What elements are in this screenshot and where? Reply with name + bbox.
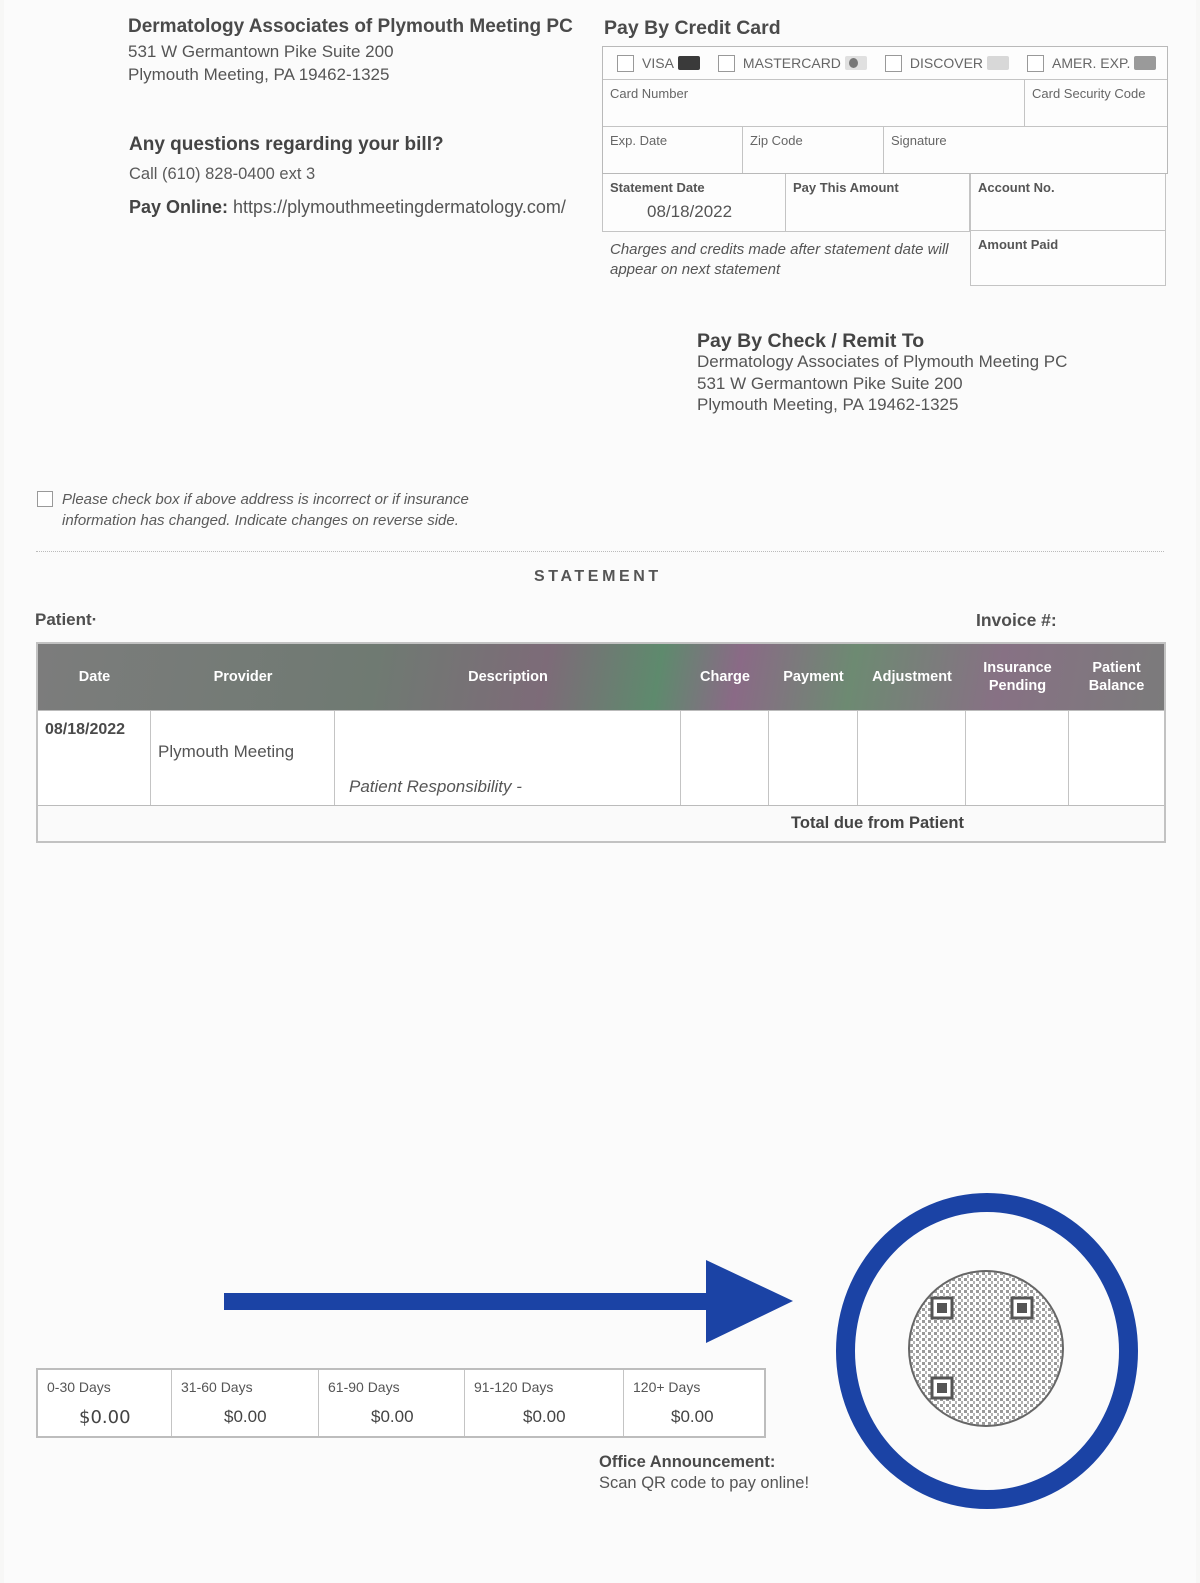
aging-91-120 <box>465 1370 624 1436</box>
col-provider: Provider <box>213 669 273 685</box>
statement-title: STATEMENT <box>534 568 662 585</box>
zip-code-field[interactable] <box>743 127 884 173</box>
statement-table <box>36 642 1166 843</box>
security-code-field[interactable] <box>1025 80 1167 126</box>
remit-line2: 531 W Germantown Pike Suite 200 <box>697 374 963 393</box>
aging-value: $0.00 <box>224 1407 267 1426</box>
cell-insurance-pending <box>966 711 1069 805</box>
card-number-field[interactable] <box>603 80 1025 126</box>
org-name: Dermatology Associates of Plymouth Meeting PC <box>128 16 573 37</box>
amount-paid-cell[interactable] <box>971 231 1165 258</box>
statement-date-cell <box>603 174 786 231</box>
cell-payment <box>769 711 858 805</box>
remit-title: Pay By Check / Remit To <box>697 330 925 352</box>
col-description: Description <box>468 669 548 685</box>
col-charge: Charge <box>700 669 750 685</box>
account-no-cell <box>971 174 1165 231</box>
office-announcement <box>599 1452 809 1494</box>
card-option-mastercard[interactable] <box>718 55 867 72</box>
questions-heading: Any questions regarding your bill? <box>129 134 444 155</box>
col-patient-balance: Patient Balance <box>1088 660 1145 694</box>
cell-patient-balance <box>1069 711 1164 805</box>
mastercard-label: MASTERCARD <box>742 55 841 71</box>
aging-label: 61-90 Days <box>328 1379 400 1395</box>
pay-online <box>129 197 566 218</box>
table-row <box>38 710 1164 805</box>
amount-paid-label: Amount Paid <box>978 237 1059 252</box>
statement-note: Charges and credits made after statement date will appear on next statement <box>610 241 949 278</box>
amex-logo-icon <box>1134 56 1156 70</box>
amex-checkbox[interactable] <box>1027 55 1044 72</box>
aging-summary <box>36 1368 766 1438</box>
signature-field[interactable] <box>884 127 1167 173</box>
visa-checkbox[interactable] <box>617 55 634 72</box>
discover-label: DISCOVER <box>909 55 984 71</box>
aging-120-plus <box>624 1370 764 1436</box>
announcement-text: Scan QR code to pay online! <box>599 1474 810 1492</box>
account-no-label: Account No. <box>978 180 1055 195</box>
address-change-notice <box>37 489 502 531</box>
aging-label: 31-60 Days <box>181 1379 253 1395</box>
col-insurance-pending: Insurance Pending <box>983 660 1052 694</box>
cell-charge <box>681 711 769 805</box>
total-row <box>38 805 1164 841</box>
discover-logo-icon <box>987 56 1009 70</box>
col-adjustment: Adjustment <box>872 669 952 685</box>
pay-online-link[interactable]: https://plymouthmeetingdermatology.com/ <box>233 197 566 217</box>
address-change-checkbox[interactable] <box>37 491 53 507</box>
aging-label: 0-30 Days <box>47 1379 111 1395</box>
amex-label: AMER. EXP. <box>1052 55 1131 71</box>
statement-date-value: 08/18/2022 <box>647 202 733 221</box>
row-provider: Plymouth Meeting <box>158 742 295 761</box>
invoice-label: Invoice #: <box>976 610 1057 630</box>
visa-label: VISA <box>642 55 674 71</box>
aging-label: 91-120 Days <box>474 1379 554 1395</box>
pay-online-label: Pay Online: <box>129 197 229 217</box>
row-date: 08/18/2022 <box>45 721 126 738</box>
credit-card-title: Pay By Credit Card <box>604 17 781 39</box>
tear-line-divider <box>36 551 1164 552</box>
exp-zip-sig-row <box>603 127 1167 173</box>
qr-code-icon[interactable] <box>908 1270 1064 1427</box>
visa-logo-icon <box>678 56 700 70</box>
credit-card-form <box>602 46 1168 174</box>
org-address-line1: 531 W Germantown Pike Suite 200 <box>128 42 394 61</box>
address-change-text: Please check box if above address is incorrect or if insurance information has changed. Indicate changes on reverse side. <box>62 491 469 529</box>
card-number-row <box>603 80 1167 127</box>
row-description: Patient Responsibility - <box>349 777 522 796</box>
exp-date-field[interactable] <box>603 127 743 173</box>
cell-description <box>335 711 681 805</box>
cell-adjustment <box>858 711 966 805</box>
card-type-row <box>603 47 1167 80</box>
aging-value: $0.00 <box>671 1407 714 1426</box>
security-code-label: Card Security Code <box>1032 86 1146 101</box>
mastercard-checkbox[interactable] <box>718 55 735 72</box>
aging-31-60 <box>172 1370 319 1436</box>
billing-statement-page <box>4 0 1196 1583</box>
aging-value: $0.00 <box>79 1407 131 1428</box>
aging-value: $0.00 <box>523 1407 566 1426</box>
cell-provider <box>151 711 335 805</box>
discover-checkbox[interactable] <box>885 55 902 72</box>
card-number-label: Card Number <box>610 86 689 101</box>
statement-date-label: Statement Date <box>610 180 705 195</box>
remit-line1: Dermatology Associates of Plymouth Meeting PC <box>697 352 1068 371</box>
card-option-amex[interactable] <box>1027 55 1156 72</box>
phone-number: Call (610) 828-0400 ext 3 <box>129 165 316 183</box>
pay-this-amount-label: Pay This Amount <box>793 180 899 195</box>
cell-date <box>38 711 151 805</box>
arrow-right-icon <box>222 1260 797 1350</box>
mastercard-logo-icon <box>845 56 867 70</box>
statement-info-row <box>602 174 970 232</box>
total-due-label: Total due from Patient <box>791 814 964 832</box>
aging-value: $0.00 <box>371 1407 414 1426</box>
card-option-visa[interactable] <box>617 55 700 72</box>
org-address-line2: Plymouth Meeting, PA 19462-1325 <box>128 65 390 84</box>
table-header <box>38 644 1164 710</box>
aging-label: 120+ Days <box>633 1379 701 1395</box>
pay-this-amount-cell[interactable] <box>786 174 969 231</box>
zip-code-label: Zip Code <box>750 133 803 148</box>
col-date: Date <box>78 669 111 685</box>
announcement-title: Office Announcement: <box>599 1453 776 1471</box>
account-info-box <box>970 174 1166 286</box>
aging-61-90 <box>319 1370 465 1436</box>
exp-date-label: Exp. Date <box>610 133 668 148</box>
remit-line3: Plymouth Meeting, PA 19462-1325 <box>697 395 959 414</box>
card-option-discover[interactable] <box>885 55 1009 72</box>
col-payment: Payment <box>783 669 844 685</box>
signature-label: Signature <box>891 133 947 148</box>
patient-label: Patient· <box>35 610 98 629</box>
aging-0-30 <box>38 1370 172 1436</box>
